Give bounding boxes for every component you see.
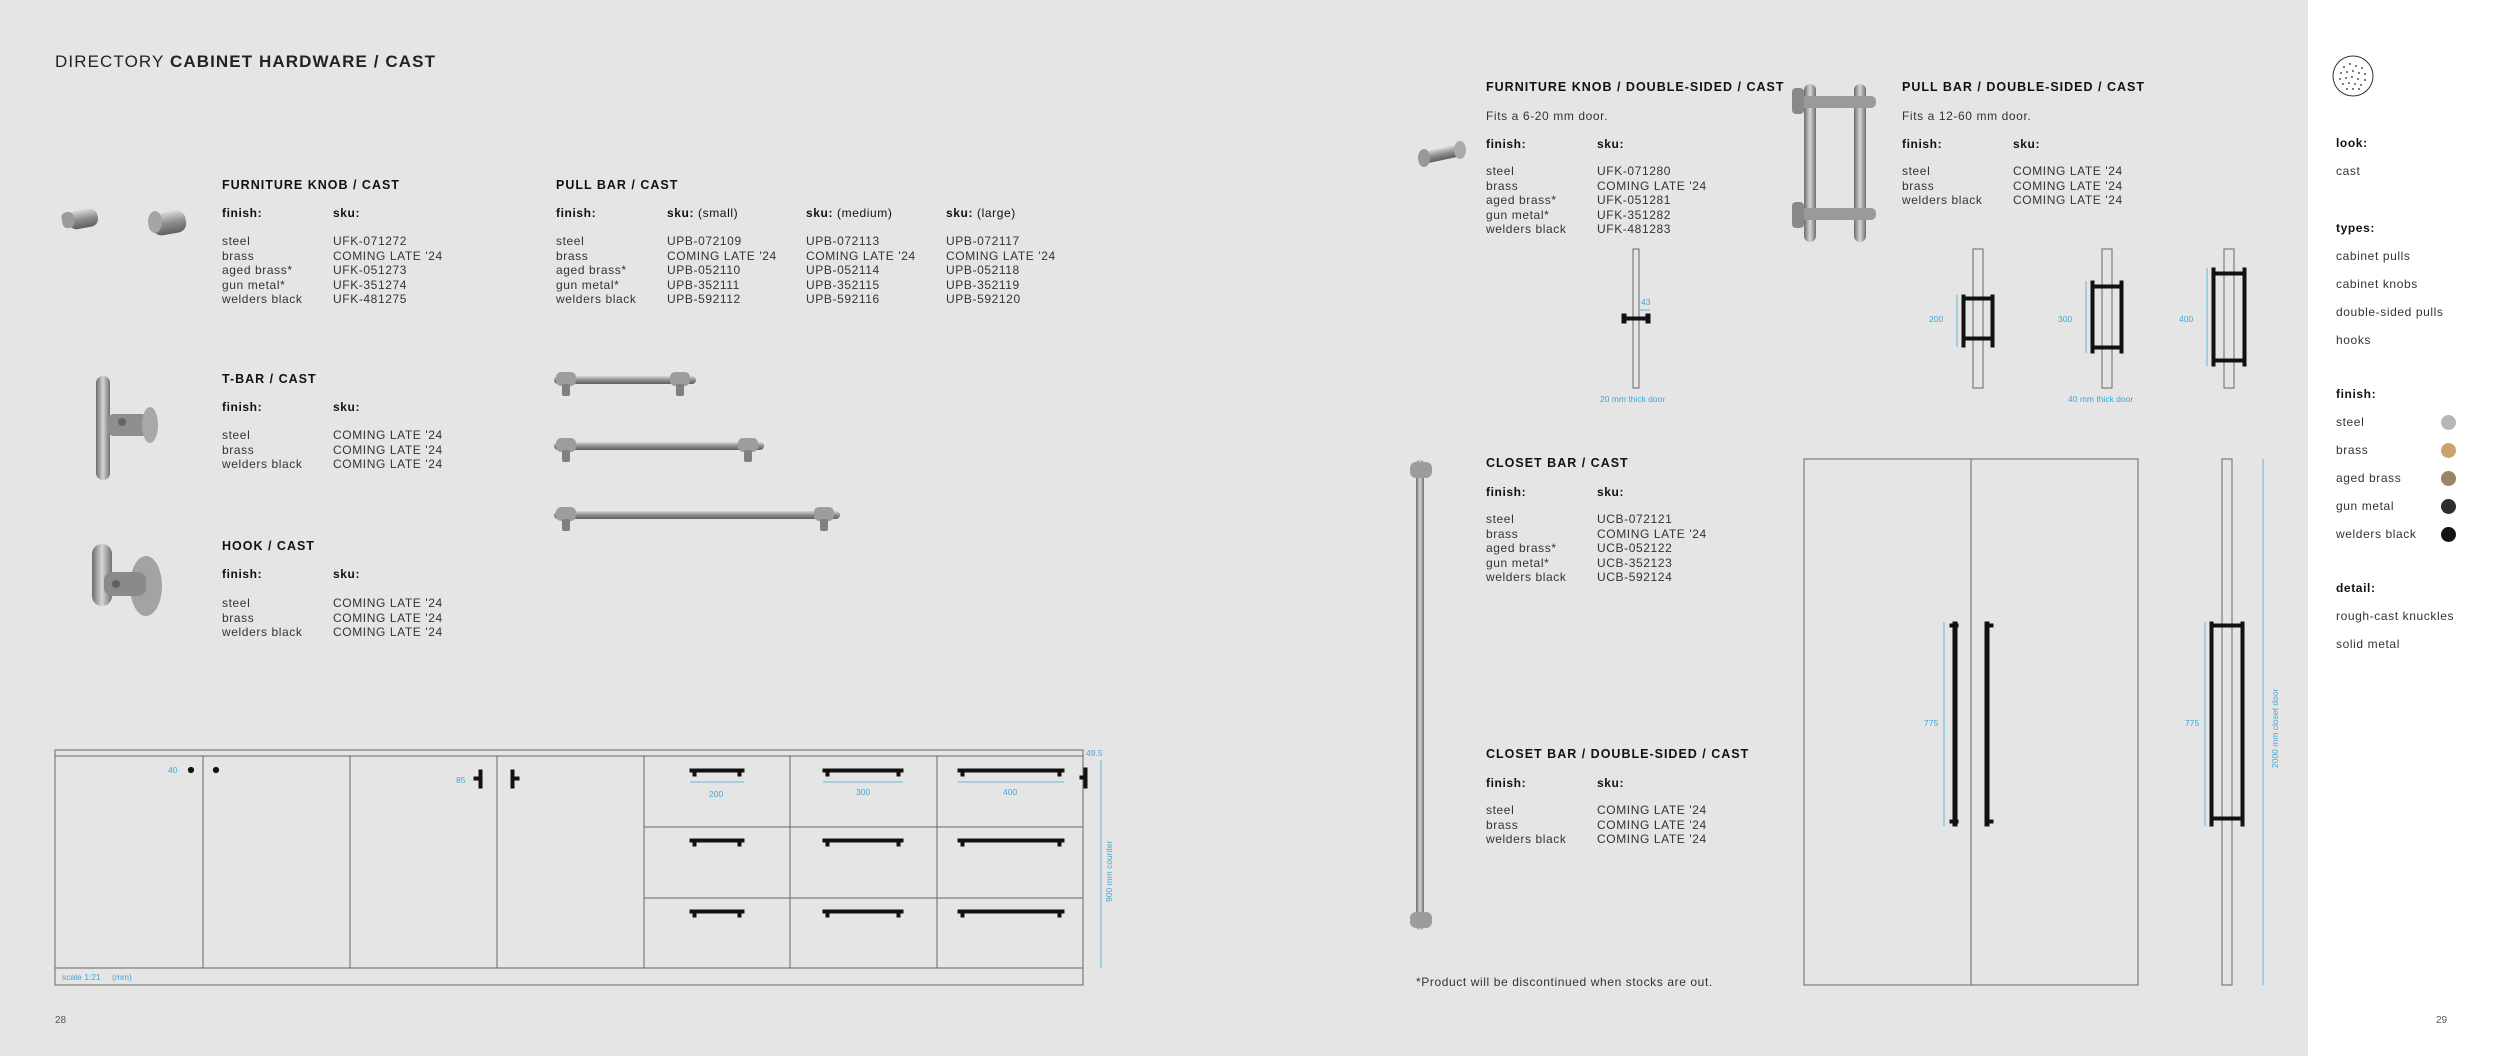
sku-item: COMING LATE '24 bbox=[667, 248, 777, 263]
finish-brass-swatch bbox=[2441, 443, 2456, 458]
finish-item: welders black bbox=[1902, 193, 1983, 207]
finish-item: brass bbox=[1486, 526, 1519, 541]
finish-item: brass bbox=[222, 442, 255, 457]
tbar-depth-dim: 85 bbox=[456, 775, 466, 785]
double-knob-finish-header: finish: bbox=[1486, 137, 1527, 151]
look-header: look: bbox=[2336, 136, 2368, 150]
detail-header: detail: bbox=[2336, 581, 2376, 595]
top-thickness-dim: 49.5 bbox=[1086, 748, 1103, 758]
knob-depth-dim: 40 bbox=[168, 765, 178, 775]
finish-item: gun metal* bbox=[1486, 555, 1550, 570]
unit-label: (mm) bbox=[112, 972, 132, 982]
finish-welders-black-swatch bbox=[2441, 527, 2456, 542]
double-pull-bar-title: PULL BAR / DOUBLE-SIDED / CAST bbox=[1902, 80, 2145, 94]
furniture-knob-sku-header: sku: bbox=[333, 206, 361, 220]
finish-item: brass bbox=[1486, 817, 1519, 832]
closet-bar-double-finish-list bbox=[1486, 803, 1567, 847]
sku-item: COMING LATE '24 bbox=[1597, 803, 1707, 817]
knob-door-caption: 20 mm thick door bbox=[1600, 394, 1666, 404]
finish-item: brass bbox=[222, 610, 255, 625]
closet-bar-title: CLOSET BAR / CAST bbox=[1486, 456, 1629, 470]
sku-item: UFK-071280 bbox=[1597, 164, 1672, 178]
sku-item: COMING LATE '24 bbox=[806, 248, 916, 263]
closet-bar-double-finish-header: finish: bbox=[1486, 776, 1527, 790]
size-medium-label: (medium) bbox=[837, 206, 893, 220]
finish-item: steel bbox=[222, 428, 251, 442]
furniture-knob-finish-header: finish: bbox=[222, 206, 263, 220]
sku-item: UFK-071272 bbox=[333, 234, 408, 248]
sku-item: UPB-352111 bbox=[667, 277, 740, 292]
finish-item: steel bbox=[222, 234, 251, 248]
finish-item: welders black bbox=[222, 457, 303, 471]
finish-steel-label: steel bbox=[2336, 415, 2365, 429]
scale-label: scale 1:21 bbox=[62, 972, 101, 982]
closet-bar-double-sku-header: sku: bbox=[1597, 776, 1625, 790]
type-item: double-sided pulls bbox=[2336, 305, 2444, 319]
finish-item: brass bbox=[1486, 178, 1519, 193]
closet-length-dim: 775 bbox=[1924, 718, 1939, 728]
pull-bar-title: PULL BAR / CAST bbox=[556, 178, 679, 192]
closet-bar-sku-header: sku: bbox=[1597, 485, 1625, 499]
sku-item: COMING LATE '24 bbox=[1597, 178, 1707, 193]
finish-item: aged brass* bbox=[1486, 541, 1557, 555]
cast-texture-icon bbox=[2332, 55, 2374, 97]
sku-label: sku: bbox=[667, 206, 695, 220]
closet-length-side-dim: 775 bbox=[2185, 718, 2200, 728]
sku-item: UFK-051273 bbox=[333, 263, 408, 277]
directory-label: DIRECTORY bbox=[55, 52, 165, 71]
double-knob-title: FURNITURE KNOB / DOUBLE-SIDED / CAST bbox=[1486, 80, 1785, 94]
sku-item: COMING LATE '24 bbox=[333, 248, 443, 263]
finish-item: aged brass* bbox=[556, 263, 627, 277]
sku-item: COMING LATE '24 bbox=[1597, 832, 1707, 846]
finish-item: welders black bbox=[222, 625, 303, 639]
finish-brass-label: brass bbox=[2336, 443, 2369, 457]
pull-bar-finish-header: finish: bbox=[556, 206, 597, 220]
furniture-knob-title: FURNITURE KNOB / CAST bbox=[222, 178, 400, 192]
finish-item: steel bbox=[556, 234, 585, 248]
sku-item: COMING LATE '24 bbox=[1597, 526, 1707, 541]
hook-title: HOOK / CAST bbox=[222, 539, 315, 553]
sku-item: UFK-481275 bbox=[333, 292, 408, 306]
look-value: cast bbox=[2336, 164, 2361, 178]
double-pull-bar-sku-header: sku: bbox=[2013, 137, 2041, 151]
sku-item: UPB-072109 bbox=[667, 234, 742, 248]
sku-item: UPB-592112 bbox=[667, 292, 741, 306]
detail-item: solid metal bbox=[2336, 637, 2400, 651]
type-item: cabinet knobs bbox=[2336, 277, 2418, 291]
finish-item: gun metal* bbox=[556, 277, 620, 292]
closet-bar-finish-list bbox=[1486, 512, 1567, 585]
finish-gun-metal-swatch bbox=[2441, 499, 2456, 514]
finish-item: welders black bbox=[222, 292, 303, 306]
closet-door-height-dim: 2000 mm closet door bbox=[2270, 688, 2280, 768]
closet-bar-sku-list bbox=[1597, 512, 1707, 585]
finish-welders-black-label: welders black bbox=[2336, 527, 2417, 541]
closet-bar-finish-header: finish: bbox=[1486, 485, 1527, 499]
bar-medium-dim: 300 bbox=[856, 787, 871, 797]
size-large-label: (large) bbox=[977, 206, 1016, 220]
sku-item: UFK-351282 bbox=[1597, 207, 1672, 222]
finish-item: aged brass* bbox=[1486, 193, 1557, 207]
sku-item: COMING LATE '24 bbox=[333, 442, 443, 457]
finish-aged-brass-swatch bbox=[2441, 471, 2456, 486]
finish-item: gun metal* bbox=[222, 277, 286, 292]
page-number-right: 29 bbox=[2436, 1015, 2448, 1026]
sku-item: COMING LATE '24 bbox=[333, 457, 443, 471]
finish-item: steel bbox=[1902, 164, 1931, 178]
finish-item: welders black bbox=[1486, 570, 1567, 584]
sku-item: COMING LATE '24 bbox=[2013, 193, 2123, 207]
finish-item: welders black bbox=[1486, 222, 1567, 236]
finish-item: brass bbox=[1902, 178, 1935, 193]
sku-item: UPB-592116 bbox=[806, 292, 880, 306]
finish-item: gun metal* bbox=[1486, 207, 1550, 222]
t-bar-title: T-BAR / CAST bbox=[222, 372, 317, 386]
bar-small-dim: 200 bbox=[709, 789, 724, 799]
sku-item: COMING LATE '24 bbox=[946, 248, 1056, 263]
t-bar-finish-header: finish: bbox=[222, 400, 263, 414]
sku-item: UPB-072113 bbox=[806, 234, 880, 248]
sku-item: UCB-072121 bbox=[1597, 512, 1673, 526]
page-title: CABINET HARDWARE / CAST bbox=[169, 52, 437, 71]
bar-large-dim: 400 bbox=[1003, 787, 1018, 797]
finish-item: steel bbox=[1486, 512, 1515, 526]
sku-item: UPB-052110 bbox=[667, 263, 741, 277]
double-knob-note: Fits a 6-20 mm door. bbox=[1486, 109, 1609, 123]
sku-label: sku: bbox=[946, 206, 974, 220]
finish-steel-swatch bbox=[2441, 415, 2456, 430]
knob-door-depth-dim: 43 bbox=[1641, 297, 1651, 307]
size-small-label: (small) bbox=[698, 206, 739, 220]
sku-item: UCB-592124 bbox=[1597, 570, 1673, 584]
double-knob-sku-header: sku: bbox=[1597, 137, 1625, 151]
sku-item: COMING LATE '24 bbox=[333, 596, 443, 610]
finish-header: finish: bbox=[2336, 387, 2377, 401]
finish-aged-brass-label: aged brass bbox=[2336, 471, 2402, 485]
sku-item: UPB-352119 bbox=[946, 277, 1020, 292]
finish-item: steel bbox=[1486, 164, 1515, 178]
sku-item: COMING LATE '24 bbox=[2013, 164, 2123, 178]
finish-item: brass bbox=[222, 248, 255, 263]
sku-item: UFK-481283 bbox=[1597, 222, 1672, 236]
sku-item: COMING LATE '24 bbox=[1597, 817, 1707, 832]
discontinued-footnote: *Product will be discontinued when stocks are out. bbox=[1416, 975, 1713, 989]
finish-item: steel bbox=[1486, 803, 1515, 817]
type-item: hooks bbox=[2336, 333, 2372, 347]
closet-bar-double-title: CLOSET BAR / DOUBLE-SIDED / CAST bbox=[1486, 747, 1750, 761]
sku-item: UPB-052118 bbox=[946, 263, 1020, 277]
finish-item: aged brass* bbox=[222, 263, 293, 277]
finish-item: welders black bbox=[1486, 832, 1567, 846]
dpb-large-dim: 400 bbox=[2179, 314, 2194, 324]
types-header: types: bbox=[2336, 221, 2375, 235]
finish-gun-metal-label: gun metal bbox=[2336, 499, 2395, 513]
sku-item: UCB-352123 bbox=[1597, 555, 1673, 570]
dpb-medium-dim: 300 bbox=[2058, 314, 2073, 324]
sku-item: UPB-592120 bbox=[946, 292, 1021, 306]
closet-bar-image bbox=[1410, 460, 1432, 930]
attributes-sidebar bbox=[2308, 0, 2500, 1056]
counter-height-dim: 900 mm counter bbox=[1104, 840, 1114, 902]
double-pull-bar-note: Fits a 12-60 mm door. bbox=[1902, 109, 2032, 123]
sku-item: UPB-352115 bbox=[806, 277, 880, 292]
sku-label: sku: bbox=[806, 206, 834, 220]
finish-item: welders black bbox=[556, 292, 637, 306]
detail-item: rough-cast knuckles bbox=[2336, 609, 2455, 623]
finish-item: steel bbox=[222, 596, 251, 610]
closet-bar-double-sku-list bbox=[1597, 803, 1707, 847]
sku-item: UFK-351274 bbox=[333, 277, 408, 292]
sku-item: COMING LATE '24 bbox=[333, 610, 443, 625]
sku-item: UCB-052122 bbox=[1597, 541, 1673, 555]
double-pull-bar-finish-header: finish: bbox=[1902, 137, 1943, 151]
type-item: cabinet pulls bbox=[2336, 249, 2411, 263]
sku-item: COMING LATE '24 bbox=[333, 428, 443, 442]
t-bar-sku-header: sku: bbox=[333, 400, 361, 414]
sku-item: UPB-072117 bbox=[946, 234, 1020, 248]
finish-item: brass bbox=[556, 248, 589, 263]
hook-sku-header: sku: bbox=[333, 567, 361, 581]
sku-item: COMING LATE '24 bbox=[333, 625, 443, 639]
sku-item: UPB-052114 bbox=[806, 263, 880, 277]
sku-item: UFK-051281 bbox=[1597, 193, 1672, 207]
dpb-small-dim: 200 bbox=[1929, 314, 1944, 324]
page-number-left: 28 bbox=[55, 1015, 67, 1026]
hook-finish-header: finish: bbox=[222, 567, 263, 581]
dpb-caption: 40 mm thick door bbox=[2068, 394, 2134, 404]
sku-item: COMING LATE '24 bbox=[2013, 178, 2123, 193]
